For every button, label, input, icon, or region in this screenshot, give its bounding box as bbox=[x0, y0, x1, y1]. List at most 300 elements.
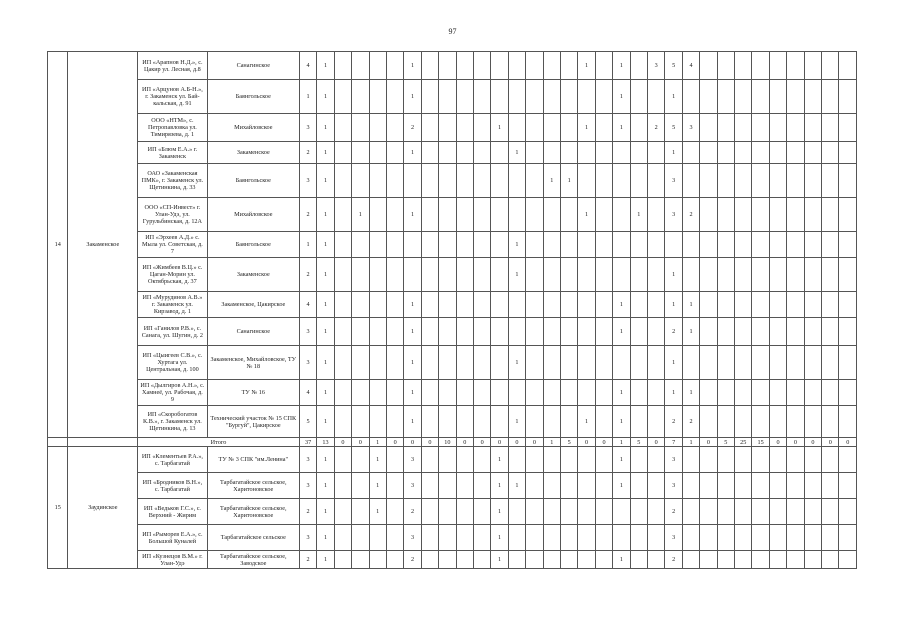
value-cell bbox=[439, 447, 456, 473]
value-cell bbox=[839, 380, 857, 406]
value-cell bbox=[473, 198, 490, 232]
value-cell bbox=[595, 346, 612, 380]
value-cell bbox=[717, 499, 734, 525]
page-number: 97 bbox=[448, 27, 457, 36]
value-cell bbox=[839, 447, 857, 473]
value-cell bbox=[404, 164, 421, 198]
value-cell bbox=[491, 232, 508, 258]
value-cell: 3 bbox=[648, 52, 665, 80]
value-cell: 1 bbox=[404, 380, 421, 406]
value-cell bbox=[822, 142, 839, 164]
total-blank bbox=[48, 438, 68, 447]
value-cell bbox=[369, 164, 386, 198]
value-cell bbox=[769, 142, 786, 164]
value-cell bbox=[578, 499, 595, 525]
value-cell bbox=[787, 258, 804, 292]
total-value: 1 bbox=[613, 438, 630, 447]
value-cell bbox=[456, 447, 473, 473]
value-cell bbox=[839, 346, 857, 380]
value-cell bbox=[839, 198, 857, 232]
value-cell bbox=[543, 232, 560, 258]
value-cell bbox=[804, 318, 821, 346]
value-cell: 1 bbox=[613, 80, 630, 114]
value-cell bbox=[787, 114, 804, 142]
value-cell bbox=[473, 142, 490, 164]
value-cell bbox=[578, 380, 595, 406]
value-cell bbox=[543, 114, 560, 142]
value-cell: 1 bbox=[613, 473, 630, 499]
value-cell: 1 bbox=[317, 499, 334, 525]
value-cell bbox=[595, 142, 612, 164]
value-cell: 3 bbox=[299, 447, 316, 473]
value-cell bbox=[839, 232, 857, 258]
value-cell bbox=[682, 551, 699, 569]
value-cell bbox=[804, 551, 821, 569]
value-cell bbox=[700, 114, 717, 142]
value-cell bbox=[769, 346, 786, 380]
group-number: 15 bbox=[48, 447, 68, 569]
organization-cell: ООО «СП-Инвест» г. Улан-Удэ, ул. Гурульбинская, д. 12А bbox=[138, 198, 208, 232]
value-cell: 1 bbox=[665, 80, 682, 114]
value-cell bbox=[352, 164, 369, 198]
total-value: 7 bbox=[665, 438, 682, 447]
value-cell bbox=[700, 447, 717, 473]
value-cell: 1 bbox=[404, 292, 421, 318]
value-cell bbox=[369, 380, 386, 406]
value-cell bbox=[717, 406, 734, 438]
value-cell bbox=[578, 142, 595, 164]
value-cell bbox=[787, 447, 804, 473]
value-cell bbox=[839, 406, 857, 438]
value-cell: 1 bbox=[404, 198, 421, 232]
value-cell: 3 bbox=[404, 447, 421, 473]
total-value: 0 bbox=[508, 438, 525, 447]
value-cell bbox=[682, 447, 699, 473]
total-value: 5 bbox=[717, 438, 734, 447]
value-cell bbox=[491, 142, 508, 164]
place-cell: ТУ № 16 bbox=[207, 380, 299, 406]
value-cell: 1 bbox=[317, 80, 334, 114]
value-cell bbox=[578, 164, 595, 198]
value-cell: 1 bbox=[404, 142, 421, 164]
value-cell bbox=[473, 525, 490, 551]
value-cell bbox=[700, 142, 717, 164]
value-cell bbox=[439, 232, 456, 258]
total-value: 0 bbox=[804, 438, 821, 447]
value-cell bbox=[560, 551, 577, 569]
value-cell bbox=[439, 318, 456, 346]
value-cell bbox=[456, 292, 473, 318]
value-cell bbox=[735, 551, 752, 569]
value-cell bbox=[769, 258, 786, 292]
value-cell bbox=[334, 473, 351, 499]
total-value: 1 bbox=[682, 438, 699, 447]
value-cell: 3 bbox=[404, 473, 421, 499]
value-cell bbox=[369, 114, 386, 142]
value-cell bbox=[717, 164, 734, 198]
value-cell bbox=[473, 164, 490, 198]
value-cell bbox=[473, 380, 490, 406]
place-cell: Санагинское bbox=[207, 318, 299, 346]
table-row bbox=[48, 292, 857, 318]
organization-cell: ИП «Арцунов А.Б-Н.», г. Закаменск ул. Бай-кальская, д. 91 bbox=[138, 80, 208, 114]
value-cell bbox=[543, 346, 560, 380]
value-cell: 5 bbox=[665, 114, 682, 142]
value-cell bbox=[386, 380, 403, 406]
place-cell: Тарбагатайское сельское, Заводское bbox=[207, 551, 299, 569]
value-cell bbox=[822, 52, 839, 80]
value-cell bbox=[630, 232, 647, 258]
value-cell: 1 bbox=[508, 406, 525, 438]
value-cell bbox=[613, 232, 630, 258]
value-cell bbox=[735, 232, 752, 258]
value-cell bbox=[334, 258, 351, 292]
value-cell bbox=[822, 447, 839, 473]
value-cell bbox=[473, 406, 490, 438]
value-cell bbox=[752, 406, 769, 438]
value-cell bbox=[804, 346, 821, 380]
value-cell: 5 bbox=[665, 52, 682, 80]
value-cell bbox=[630, 80, 647, 114]
value-cell bbox=[769, 380, 786, 406]
value-cell: 4 bbox=[299, 380, 316, 406]
value-cell: 3 bbox=[299, 473, 316, 499]
value-cell bbox=[526, 346, 543, 380]
value-cell: 2 bbox=[648, 114, 665, 142]
value-cell bbox=[508, 52, 525, 80]
value-cell bbox=[352, 232, 369, 258]
value-cell bbox=[648, 164, 665, 198]
value-cell bbox=[752, 198, 769, 232]
value-cell bbox=[822, 258, 839, 292]
value-cell bbox=[717, 232, 734, 258]
value-cell bbox=[769, 551, 786, 569]
total-value: 5 bbox=[560, 438, 577, 447]
value-cell bbox=[439, 292, 456, 318]
value-cell bbox=[717, 258, 734, 292]
value-cell bbox=[787, 499, 804, 525]
value-cell bbox=[439, 473, 456, 499]
value-cell bbox=[822, 473, 839, 499]
total-value: 0 bbox=[769, 438, 786, 447]
value-cell bbox=[630, 473, 647, 499]
value-cell bbox=[473, 447, 490, 473]
value-cell bbox=[578, 473, 595, 499]
value-cell bbox=[508, 80, 525, 114]
value-cell bbox=[386, 473, 403, 499]
value-cell: 1 bbox=[682, 380, 699, 406]
value-cell: 1 bbox=[508, 473, 525, 499]
value-cell bbox=[752, 114, 769, 142]
value-cell bbox=[630, 164, 647, 198]
value-cell bbox=[543, 525, 560, 551]
value-cell bbox=[560, 292, 577, 318]
value-cell bbox=[822, 346, 839, 380]
value-cell bbox=[752, 258, 769, 292]
value-cell bbox=[804, 80, 821, 114]
value-cell bbox=[421, 292, 438, 318]
table-row bbox=[48, 258, 857, 292]
value-cell bbox=[473, 473, 490, 499]
value-cell bbox=[508, 380, 525, 406]
value-cell: 1 bbox=[491, 447, 508, 473]
value-cell: 1 bbox=[404, 346, 421, 380]
table-row bbox=[48, 499, 857, 525]
value-cell: 1 bbox=[317, 198, 334, 232]
value-cell bbox=[735, 346, 752, 380]
value-cell bbox=[421, 380, 438, 406]
value-cell bbox=[717, 380, 734, 406]
value-cell bbox=[613, 346, 630, 380]
value-cell bbox=[700, 318, 717, 346]
value-cell bbox=[421, 80, 438, 114]
value-cell: 1 bbox=[491, 499, 508, 525]
value-cell: 2 bbox=[299, 499, 316, 525]
value-cell bbox=[334, 52, 351, 80]
value-cell bbox=[508, 198, 525, 232]
total-value: 5 bbox=[630, 438, 647, 447]
value-cell: 3 bbox=[665, 198, 682, 232]
value-cell bbox=[595, 318, 612, 346]
value-cell bbox=[421, 142, 438, 164]
value-cell: 1 bbox=[578, 52, 595, 80]
value-cell bbox=[595, 258, 612, 292]
value-cell bbox=[700, 551, 717, 569]
value-cell bbox=[648, 380, 665, 406]
value-cell bbox=[613, 164, 630, 198]
value-cell bbox=[334, 164, 351, 198]
value-cell bbox=[526, 198, 543, 232]
value-cell bbox=[769, 406, 786, 438]
value-cell bbox=[717, 447, 734, 473]
value-cell bbox=[839, 292, 857, 318]
value-cell: 3 bbox=[665, 525, 682, 551]
value-cell: 2 bbox=[299, 198, 316, 232]
value-cell bbox=[491, 346, 508, 380]
value-cell: 2 bbox=[404, 499, 421, 525]
value-cell bbox=[560, 52, 577, 80]
table-row bbox=[48, 473, 857, 499]
value-cell: 1 bbox=[404, 318, 421, 346]
value-cell bbox=[648, 258, 665, 292]
value-cell bbox=[735, 114, 752, 142]
value-cell bbox=[560, 346, 577, 380]
total-value: 0 bbox=[491, 438, 508, 447]
value-cell bbox=[491, 380, 508, 406]
value-cell bbox=[804, 198, 821, 232]
value-cell: 1 bbox=[665, 292, 682, 318]
value-cell bbox=[526, 380, 543, 406]
value-cell bbox=[473, 499, 490, 525]
value-cell bbox=[648, 525, 665, 551]
value-cell bbox=[787, 525, 804, 551]
value-cell bbox=[769, 499, 786, 525]
value-cell: 4 bbox=[299, 52, 316, 80]
value-cell bbox=[560, 473, 577, 499]
value-cell: 2 bbox=[299, 258, 316, 292]
value-cell bbox=[439, 406, 456, 438]
value-cell bbox=[735, 258, 752, 292]
value-cell bbox=[769, 473, 786, 499]
value-cell bbox=[752, 318, 769, 346]
value-cell: 1 bbox=[613, 551, 630, 569]
value-cell: 1 bbox=[404, 80, 421, 114]
value-cell bbox=[386, 198, 403, 232]
value-cell bbox=[769, 232, 786, 258]
value-cell bbox=[735, 318, 752, 346]
value-cell bbox=[439, 80, 456, 114]
value-cell bbox=[526, 258, 543, 292]
value-cell bbox=[752, 447, 769, 473]
value-cell bbox=[769, 318, 786, 346]
value-cell bbox=[439, 551, 456, 569]
value-cell bbox=[578, 292, 595, 318]
value-cell bbox=[613, 142, 630, 164]
value-cell: 2 bbox=[404, 551, 421, 569]
value-cell: 1 bbox=[491, 525, 508, 551]
value-cell bbox=[752, 80, 769, 114]
total-value: 10 bbox=[439, 438, 456, 447]
value-cell bbox=[352, 551, 369, 569]
value-cell bbox=[334, 198, 351, 232]
value-cell bbox=[752, 164, 769, 198]
value-cell bbox=[700, 499, 717, 525]
value-cell bbox=[804, 164, 821, 198]
place-cell: Тарбагатайское сельское, Харитоновское bbox=[207, 473, 299, 499]
value-cell bbox=[735, 164, 752, 198]
value-cell bbox=[543, 198, 560, 232]
value-cell: 1 bbox=[578, 406, 595, 438]
value-cell bbox=[735, 406, 752, 438]
table-row bbox=[48, 114, 857, 142]
value-cell bbox=[787, 380, 804, 406]
value-cell bbox=[804, 114, 821, 142]
total-value: 0 bbox=[421, 438, 438, 447]
organization-cell: ИП «Мурудинов А.В.» г. Закаменск ул. Кирзавод, д. 1 bbox=[138, 292, 208, 318]
value-cell bbox=[386, 52, 403, 80]
value-cell: 3 bbox=[404, 525, 421, 551]
place-cell: Михайловское bbox=[207, 114, 299, 142]
value-cell bbox=[682, 142, 699, 164]
value-cell bbox=[839, 551, 857, 569]
value-cell bbox=[682, 164, 699, 198]
value-cell bbox=[787, 551, 804, 569]
value-cell: 3 bbox=[299, 525, 316, 551]
value-cell: 1 bbox=[369, 447, 386, 473]
value-cell: 1 bbox=[317, 52, 334, 80]
value-cell bbox=[822, 499, 839, 525]
total-value: 0 bbox=[526, 438, 543, 447]
value-cell bbox=[508, 164, 525, 198]
value-cell: 1 bbox=[613, 114, 630, 142]
value-cell: 1 bbox=[491, 551, 508, 569]
value-cell bbox=[752, 380, 769, 406]
value-cell bbox=[595, 114, 612, 142]
value-cell bbox=[735, 198, 752, 232]
value-cell bbox=[526, 551, 543, 569]
value-cell bbox=[456, 406, 473, 438]
value-cell bbox=[473, 52, 490, 80]
value-cell: 1 bbox=[404, 52, 421, 80]
value-cell bbox=[613, 525, 630, 551]
value-cell bbox=[508, 292, 525, 318]
value-cell bbox=[352, 142, 369, 164]
value-cell bbox=[578, 318, 595, 346]
value-cell bbox=[578, 525, 595, 551]
value-cell bbox=[369, 346, 386, 380]
place-cell: Закаменское, Цакирское bbox=[207, 292, 299, 318]
value-cell bbox=[822, 114, 839, 142]
value-cell bbox=[665, 232, 682, 258]
value-cell bbox=[386, 142, 403, 164]
value-cell bbox=[787, 232, 804, 258]
value-cell bbox=[560, 499, 577, 525]
value-cell bbox=[560, 318, 577, 346]
value-cell bbox=[682, 258, 699, 292]
value-cell bbox=[543, 258, 560, 292]
value-cell bbox=[735, 142, 752, 164]
value-cell bbox=[543, 292, 560, 318]
organization-cell: ИП «Дылгиров А.Н.», с. Хамнеё, ул. Рабочая, д. 9 bbox=[138, 380, 208, 406]
value-cell bbox=[822, 80, 839, 114]
value-cell bbox=[648, 142, 665, 164]
value-cell bbox=[648, 499, 665, 525]
value-cell: 1 bbox=[665, 380, 682, 406]
value-cell bbox=[752, 346, 769, 380]
value-cell: 1 bbox=[508, 142, 525, 164]
value-cell: 3 bbox=[665, 164, 682, 198]
value-cell bbox=[369, 258, 386, 292]
value-cell bbox=[822, 551, 839, 569]
place-cell: Баянгольское bbox=[207, 232, 299, 258]
value-cell bbox=[595, 499, 612, 525]
value-cell: 1 bbox=[317, 380, 334, 406]
value-cell bbox=[526, 80, 543, 114]
value-cell: 2 bbox=[682, 406, 699, 438]
place-cell: Закаменское, Михайловское, ТУ № 18 bbox=[207, 346, 299, 380]
value-cell bbox=[595, 473, 612, 499]
value-cell: 1 bbox=[317, 318, 334, 346]
value-cell bbox=[717, 473, 734, 499]
value-cell bbox=[717, 198, 734, 232]
value-cell bbox=[752, 473, 769, 499]
value-cell bbox=[352, 258, 369, 292]
value-cell bbox=[543, 499, 560, 525]
value-cell bbox=[769, 114, 786, 142]
organization-cell: ИП «Клементьев Р.А.», с. Тарбагатай bbox=[138, 447, 208, 473]
table-row bbox=[48, 346, 857, 380]
value-cell bbox=[386, 80, 403, 114]
value-cell bbox=[421, 447, 438, 473]
value-cell bbox=[334, 114, 351, 142]
value-cell bbox=[769, 198, 786, 232]
value-cell bbox=[352, 406, 369, 438]
value-cell bbox=[352, 80, 369, 114]
value-cell bbox=[595, 380, 612, 406]
value-cell bbox=[439, 114, 456, 142]
value-cell bbox=[386, 346, 403, 380]
value-cell bbox=[560, 114, 577, 142]
value-cell bbox=[769, 164, 786, 198]
value-cell bbox=[543, 318, 560, 346]
value-cell bbox=[491, 292, 508, 318]
value-cell: 1 bbox=[613, 292, 630, 318]
value-cell bbox=[630, 380, 647, 406]
value-cell bbox=[543, 406, 560, 438]
value-cell bbox=[630, 292, 647, 318]
value-cell: 2 bbox=[299, 551, 316, 569]
value-cell bbox=[386, 292, 403, 318]
